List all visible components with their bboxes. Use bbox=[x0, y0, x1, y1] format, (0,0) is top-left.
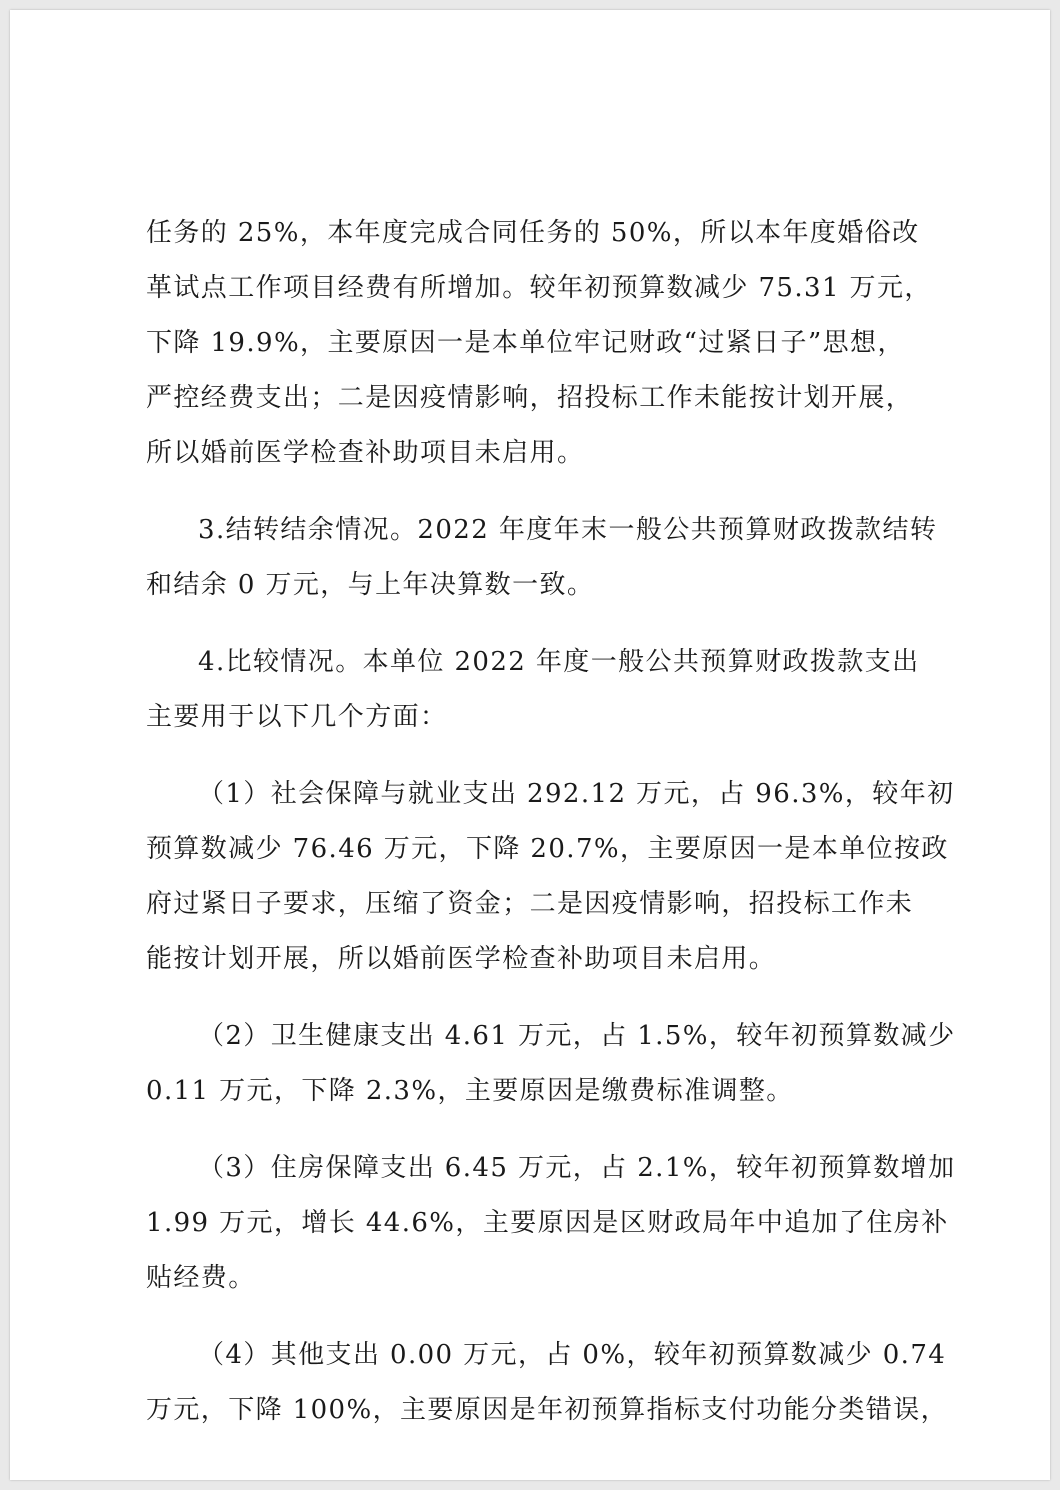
text-line: 革试点工作项目经费有所增加。较年初预算数减少 75.31 万元， bbox=[146, 273, 932, 303]
text-line: 任务的 25%，本年度完成合同任务的 50%，所以本年度婚俗改 bbox=[146, 218, 920, 248]
text-line: 下降 19.9%，主要原因一是本单位牢记财政“过紧日子”思想， bbox=[146, 328, 905, 358]
text-line: 3.结转结余情况。2022 年度年末一般公共预算财政拨款结转 bbox=[198, 515, 938, 545]
paragraph-carryover bbox=[146, 503, 936, 613]
paragraph-comparison bbox=[146, 635, 936, 745]
text-line: （3）住房保障支出 6.45 万元，占 2.1%，较年初预算数增加 bbox=[198, 1153, 956, 1183]
paragraph-housing bbox=[146, 1141, 956, 1306]
text-line: 府过紧日子要求，压缩了资金；二是因疫情影响，招投标工作未 bbox=[146, 889, 914, 919]
text-line: 能按计划开展，所以婚前医学检查补助项目未启用。 bbox=[146, 944, 777, 974]
text-line: 1.99 万元，增长 44.6%，主要原因是区财政局年中追加了住房补 bbox=[146, 1208, 949, 1238]
text-line: 万元，下降 100%，主要原因是年初预算指标支付功能分类错误， bbox=[146, 1395, 948, 1425]
text-line: 严控经费支出；二是因疫情影响，招投标工作未能按计划开展， bbox=[146, 383, 914, 413]
text-line: （4）其他支出 0.00 万元，占 0%，较年初预算数减少 0.74 bbox=[198, 1340, 947, 1370]
text-line: 0.11 万元，下降 2.3%，主要原因是缴费标准调整。 bbox=[146, 1076, 794, 1106]
paragraph-budget-continuation bbox=[146, 206, 936, 481]
text-line: 和结余 0 万元，与上年决算数一致。 bbox=[146, 570, 595, 600]
paragraph-social-security bbox=[146, 767, 955, 987]
text-line: （1）社会保障与就业支出 292.12 万元，占 96.3%，较年初 bbox=[198, 779, 955, 809]
text-line: 预算数减少 76.46 万元，下降 20.7%，主要原因一是本单位按政 bbox=[146, 834, 949, 864]
document-page bbox=[10, 10, 1050, 1480]
paragraph-other-expenditure bbox=[146, 1328, 948, 1438]
text-line: 所以婚前医学检查补助项目未启用。 bbox=[146, 438, 585, 468]
document-body bbox=[146, 206, 956, 1460]
text-line: （2）卫生健康支出 4.61 万元，占 1.5%，较年初预算数减少 bbox=[198, 1021, 956, 1051]
text-line: 贴经费。 bbox=[146, 1263, 256, 1293]
text-line: 主要用于以下几个方面： bbox=[146, 702, 448, 732]
paragraph-health bbox=[146, 1009, 956, 1119]
text-line: 4.比较情况。本单位 2022 年度一般公共预算财政拨款支出 bbox=[198, 647, 920, 677]
